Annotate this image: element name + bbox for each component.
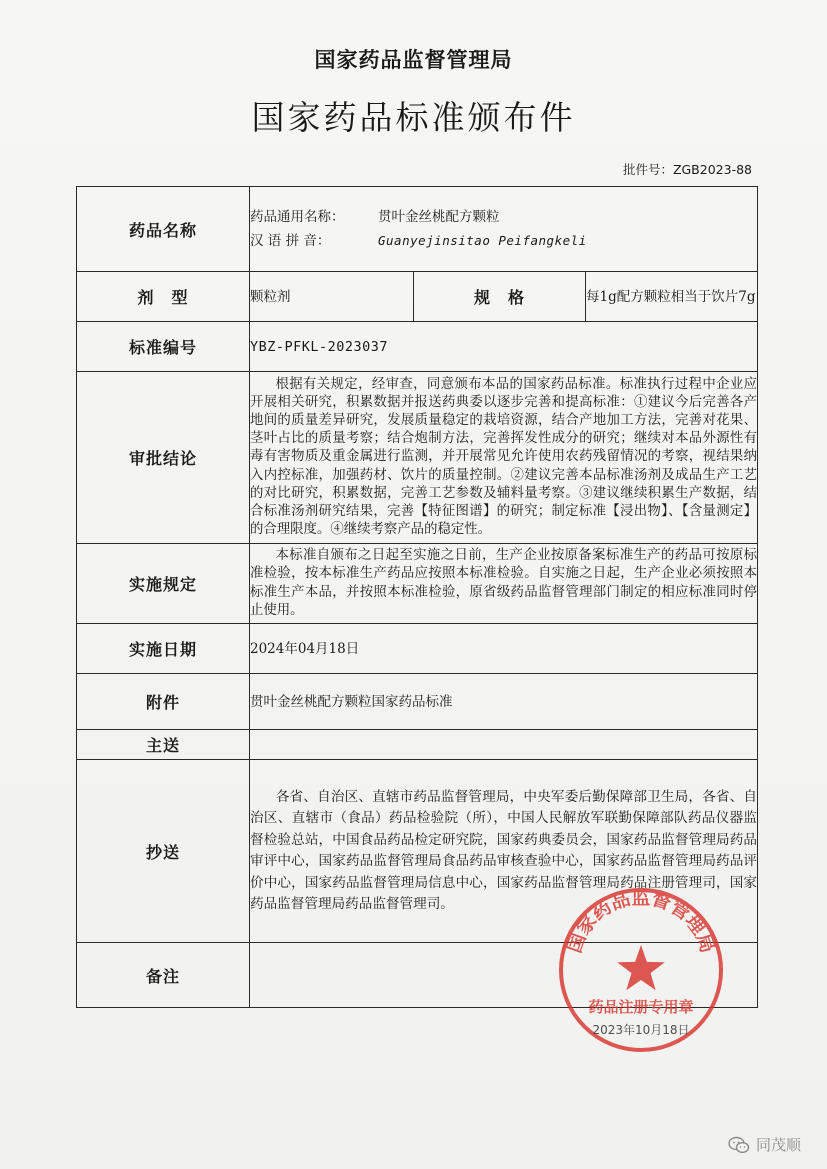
conclusion-label: 审批结论 [77, 372, 250, 544]
row-implementation-rules [77, 544, 758, 624]
watermark [728, 1134, 801, 1155]
specification-value: 每1g配方颗粒相当于饮片7g [586, 272, 758, 322]
pinyin-line [250, 229, 757, 253]
main-recipient-label: 主送 [77, 730, 250, 760]
row-attachment [77, 674, 758, 730]
drug-name-label: 药品名称 [77, 187, 250, 272]
standard-number-value: YBZ-PFKL-2023037 [250, 322, 758, 372]
pinyin-key: 汉 语 拼 音： [250, 233, 331, 249]
seal-star-icon [617, 945, 665, 990]
implementation-date-value: 2024年04月18日 [250, 624, 758, 674]
implementation-date-label: 实施日期 [77, 624, 250, 674]
seal-arc-text: 国家药品监督管理局 [563, 886, 719, 956]
seal-bottom-text: 药品注册专用章 [588, 998, 694, 1016]
row-drug-name [77, 187, 758, 272]
implementation-rules-text: 本标准自颁布之日起至实施之日前，生产企业按原备案标准生产的药品可按原标准检验，按本标准生产药品应按照本标准检验。自实施之日起，生产企业必须按照本标准生产本品，并按照本标准检验，原省级药品监督管理部门制定的相应标准同时停止使用。 [250, 548, 758, 618]
row-dosage-spec [77, 272, 758, 322]
attachment-label: 附件 [77, 674, 250, 730]
approval-number: 批件号：ZGB2023-88 [622, 162, 752, 177]
standard-number-label: 标准编号 [77, 322, 250, 372]
implementation-rules-label: 实施规定 [77, 544, 250, 624]
dosage-form-value: 颗粒剂 [250, 272, 414, 322]
official-seal [556, 885, 726, 1055]
row-implementation-date [77, 624, 758, 674]
drug-name-cell [250, 187, 758, 272]
dosage-form-label: 剂 型 [77, 272, 250, 322]
generic-name-key: 药品通用名称： [250, 209, 345, 225]
row-main-recipient [77, 730, 758, 760]
generic-name-value: 贯叶金丝桃配方颗粒 [378, 209, 500, 225]
watermark-text: 同茂顺 [755, 1136, 801, 1154]
pinyin-value: Guanyejinsitao Peifangkeli [378, 233, 587, 248]
generic-name-line [250, 205, 757, 229]
cc-text: 各省、自治区、直辖市药品监督管理局，中央军委后勤保障部卫生局，各省、自治区、直辖市（食品）药品检验院（所），中国人民解放军联勤保障部队药品仪器监督检验总站，中国食品药品检定研究院，国家药典委员会，国家药品监督管理局药品审评中心，国家药品监督管理局食品药品审核查验中心，国家药品监督管理局药品评价中心，国家药品监督管理局信息中心，国家药品监督管理局药品注册管理司，国家药品监督管理局药品监督管理司。 [250, 788, 758, 912]
issuing-organization: 国家药品监督管理局 [314, 48, 513, 72]
row-standard-number [77, 322, 758, 372]
cc-label: 抄送 [77, 760, 250, 943]
implementation-rules-cell [250, 544, 758, 624]
conclusion-text: 根据有关规定，经审查，同意颁布本品的国家药品标准。标准执行过程中企业应开展相关研究，积累数据并报送药典委以逐步完善和提高标准：①建议今后完善各产地间的质量差异研究，发展质量稳定的栽培资源，结合产地加工方法，完善对花果、茎叶占比的质量考察；结合炮制方法，完善挥发性成分的研究；继续对本品外源性有毒有害物质及重金属进行监测，并开展常见允许使用农药残留情况的考察，视结果纳入内控标准，加强药材、饮片的质量控制。②建议完善本品标准汤剂及成品生产工艺的对比研究，积累数据，完善工艺参数及辅料量考察。③建议继续积累生产数据，结合标准汤剂研究结果，完善【特征图谱】的研究；制定标准【浸出物】、【含量测定】的合理限度。④继续考察产品的稳定性。 [250, 376, 758, 538]
wechat-icon [728, 1136, 750, 1154]
row-conclusion [77, 372, 758, 544]
specification-label: 规 格 [414, 272, 586, 322]
conclusion-cell [250, 372, 758, 544]
main-recipient-value [250, 730, 758, 760]
remarks-label: 备注 [77, 943, 250, 1008]
document-title: 国家药品标准颁布件 [251, 98, 576, 137]
seal-date: 2023年10月18日 [592, 1023, 690, 1037]
attachment-value: 贯叶金丝桃配方颗粒国家药品标准 [250, 674, 758, 730]
